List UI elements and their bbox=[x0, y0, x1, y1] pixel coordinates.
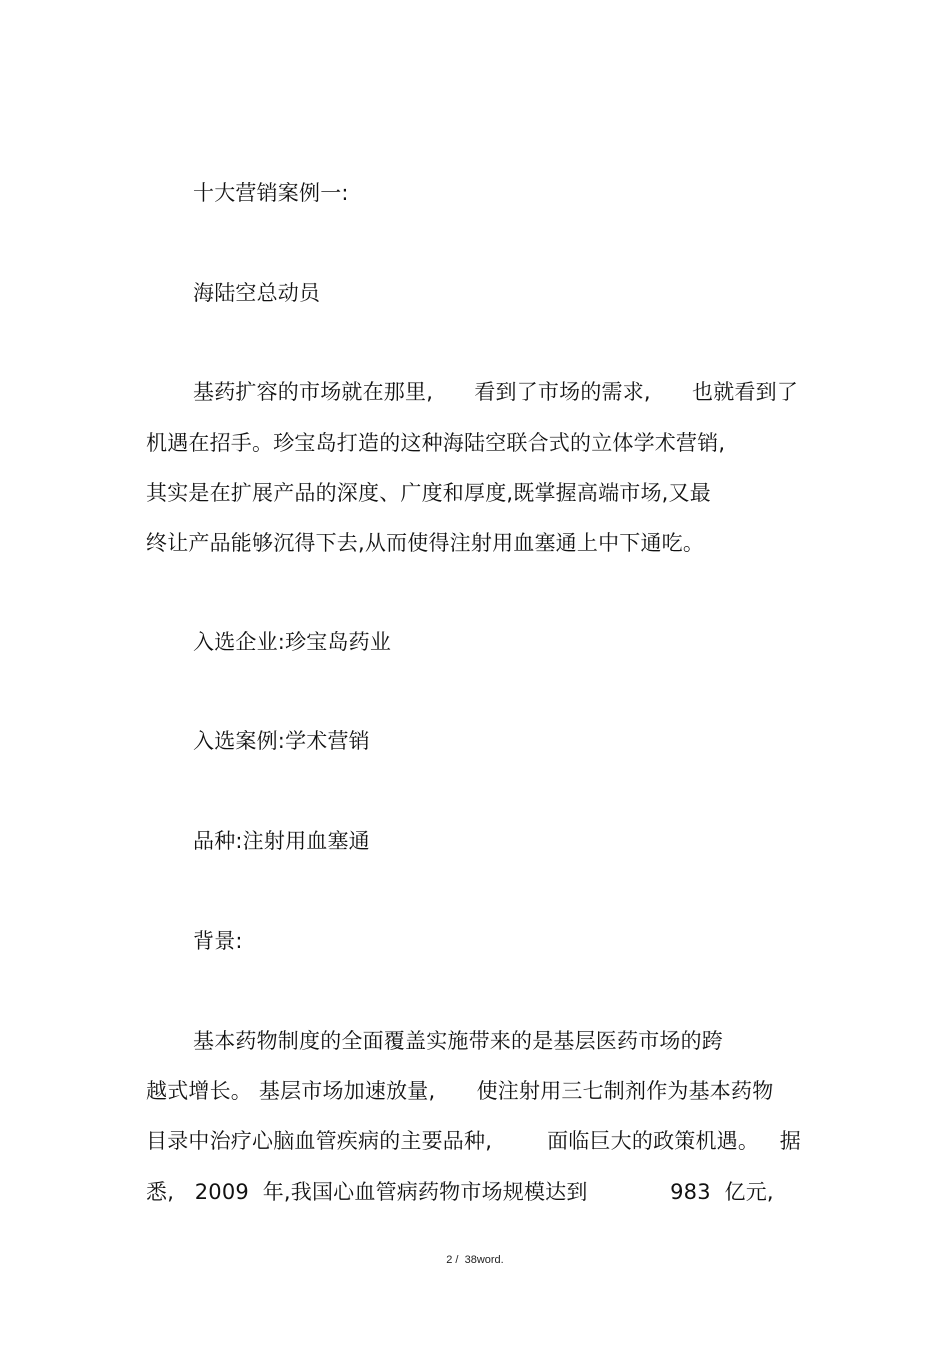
paragraph-line: 机遇在招手。珍宝岛打造的这种海陆空联合式的立体学术营销, bbox=[146, 431, 726, 455]
company-line: 入选企业:珍宝岛药业 bbox=[193, 630, 392, 654]
paragraph-line: 目录中治疗心脑血管疾病的主要品种, 面临巨大的政策机遇。 据 bbox=[146, 1129, 801, 1153]
paragraph-line: 悉, 2009 年,我国心血管病药物市场规模达到 983 亿元, bbox=[146, 1180, 774, 1204]
paragraph-line: 其实是在扩展产品的深度、广度和厚度,既掌握高端市场,又最 bbox=[146, 481, 711, 505]
paragraph-line: 终让产品能够沉得下去,从而使得注射用血塞通上中下通吃。 bbox=[146, 531, 705, 555]
paragraph-line: 基药扩容的市场就在那里, 看到了市场的需求, 也就看到了 bbox=[193, 380, 799, 404]
section-heading: 十大营销案例一: bbox=[193, 181, 349, 205]
background-label: 背景: bbox=[193, 929, 243, 953]
paragraph-line: 基本药物制度的全面覆盖实施带来的是基层医药市场的跨 bbox=[193, 1029, 723, 1053]
section-subheading: 海陆空总动员 bbox=[193, 281, 321, 305]
page-indicator: 2 / 38word. bbox=[446, 1254, 504, 1266]
paragraph-line: 越式增长。 基层市场加速放量, 使注射用三七制剂作为基本药物 bbox=[146, 1079, 774, 1103]
variety-line: 品种:注射用血塞通 bbox=[193, 829, 370, 853]
case-line: 入选案例:学术营销 bbox=[193, 729, 370, 753]
